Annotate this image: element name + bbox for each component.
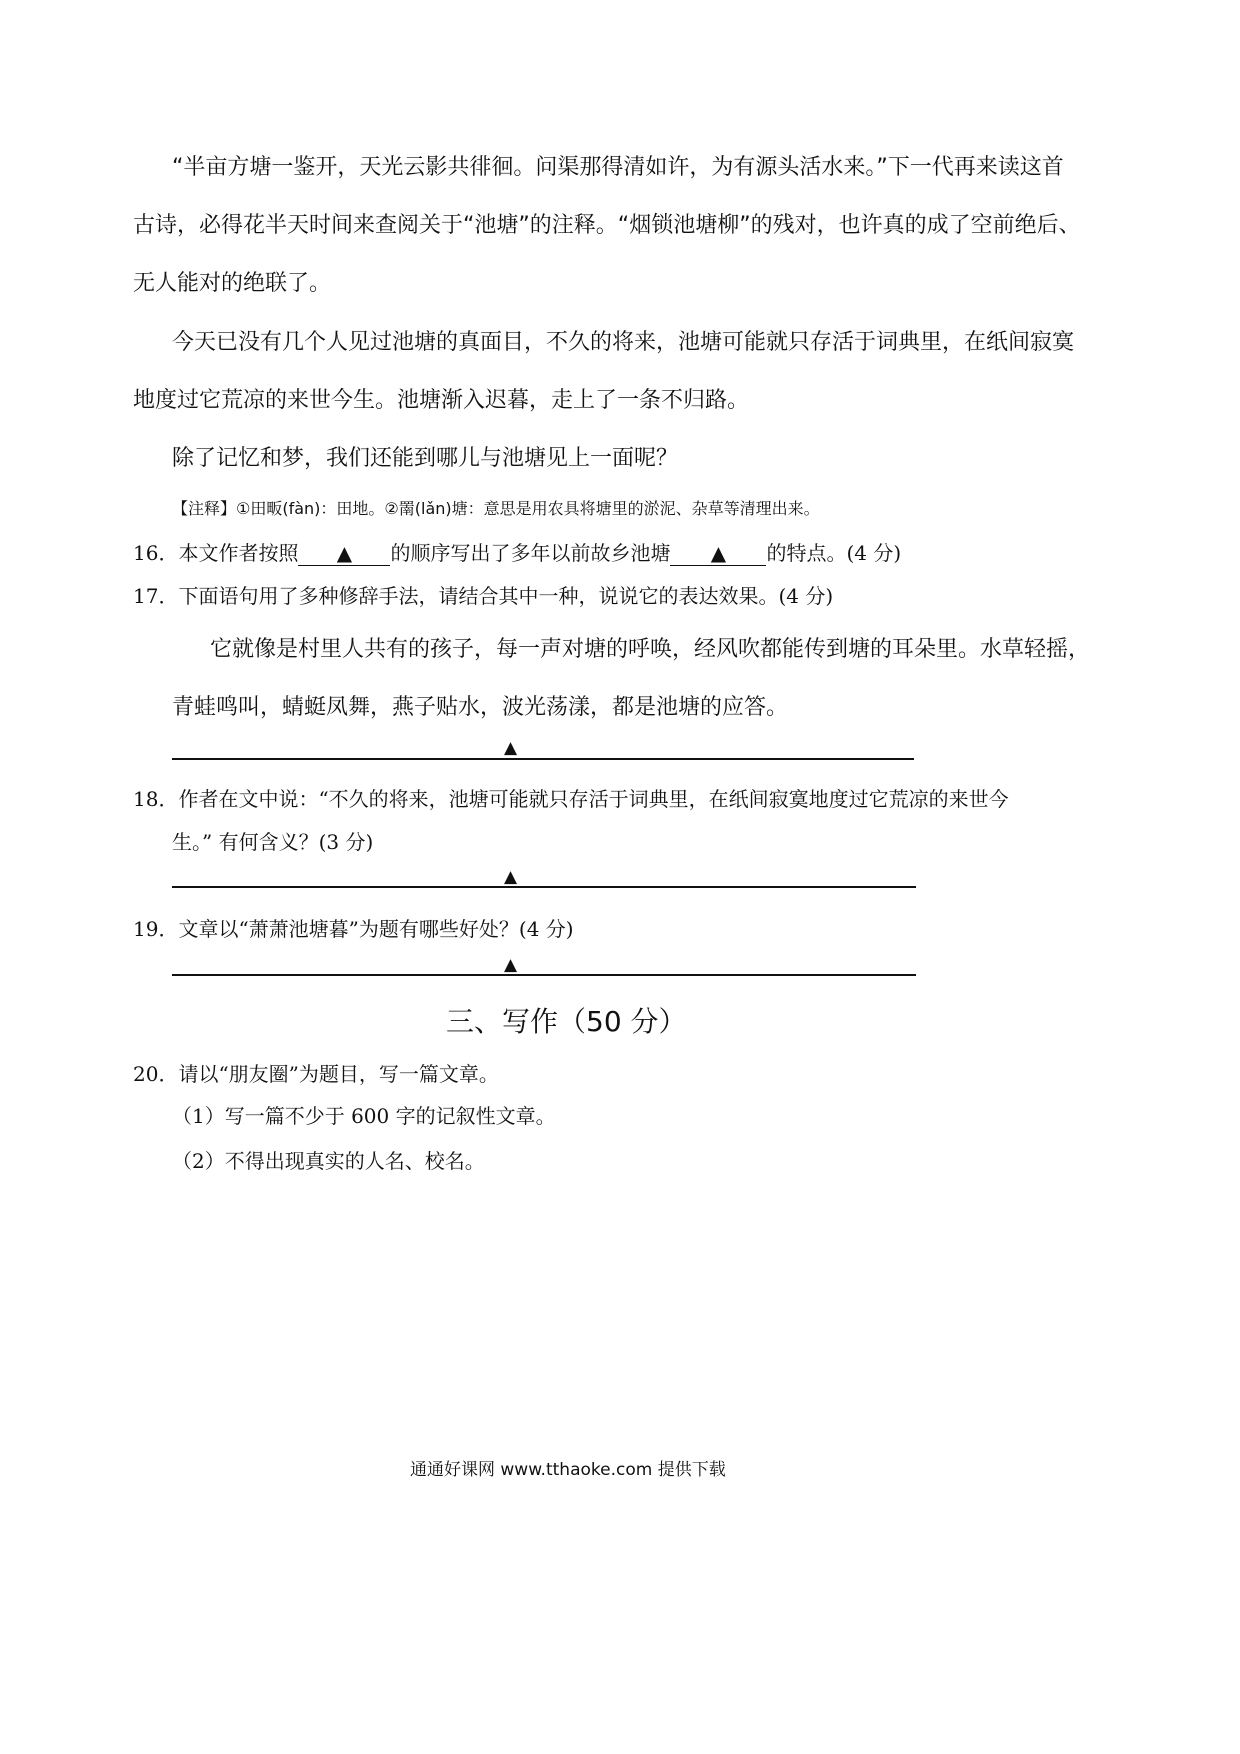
passage-line-3: 无人能对的绝联了。 (133, 271, 332, 296)
question-20-requirement-2: （2）不得出现真实的人名、校名。 (172, 1149, 485, 1173)
question-20-requirement-1: （1）写一篇不少于 600 字的记叙性文章。 (172, 1104, 556, 1128)
question-20-number: 20． (133, 1062, 179, 1086)
question-19-answer-line[interactable] (172, 974, 916, 976)
annotation-note: 【注释】①田畈(fàn)：田地。②罱(lǎn)塘：意思是用农具将塘里的淤泥、杂草等清理出来。 (172, 499, 820, 518)
question-16-number: 16． (133, 541, 179, 565)
question-19-text: 文章以“萧萧池塘暮”为题有哪些好处？(4 分) (178, 917, 574, 941)
passage-line-6: 除了记忆和梦，我们还能到哪儿与池塘见上一面呢？ (172, 446, 679, 471)
question-16-text-part1: 本文作者按照 (178, 541, 299, 565)
question-18-line-1 (133, 783, 1009, 812)
passage-line-2: 古诗，必得花半天时间来查阅关于“池塘”的注释。“烟锁池塘柳”的残对，也许真的成了空前绝后、 (133, 213, 1081, 238)
question-17-text: 下面语句用了多种修辞手法，请结合其中一种，说说它的表达效果。(4 分) (178, 584, 834, 608)
question-16-blank-2[interactable]: ▲ (670, 541, 766, 566)
question-17-answer-line[interactable] (172, 758, 914, 760)
question-16-text-part2: 的顺序写出了多年以前故乡池塘 (390, 541, 671, 565)
page-footer: 通通好课网 www.tthaoke.com 提供下载 (410, 1460, 726, 1480)
question-17-quote-line-2: 青蛙鸣叫，蜻蜓凤舞，燕子贴水，波光荡漾，都是池塘的应答。 (172, 695, 789, 720)
question-18-number: 18． (133, 787, 179, 811)
question-19-answer-marker: ▲ (504, 955, 518, 975)
question-20 (133, 1058, 499, 1087)
question-17-number: 17． (133, 584, 179, 608)
question-16-text-part3: 的特点。(4 分) (766, 541, 902, 565)
passage-line-4: 今天已没有几个人见过池塘的真面目，不久的将来，池塘可能就只存活于词典里，在纸间寂寞 (172, 330, 1075, 355)
passage-line-5: 地度过它荒凉的来世今生。池塘渐入迟暮，走上了一条不归路。 (133, 388, 750, 413)
question-17 (133, 580, 833, 609)
question-16 (133, 537, 901, 566)
question-18-text: 作者在文中说：“不久的将来，池塘可能就只存活于词典里，在纸间寂寞地度过它荒凉的来世今 (178, 787, 1009, 811)
question-20-text: 请以“朋友圈”为题目，写一篇文章。 (178, 1062, 499, 1086)
passage-line-1: “半亩方塘一鉴开，天光云影共徘徊。问渠那得清如许，为有源头活水来。”下一代再来读这首 (172, 155, 1064, 180)
question-18-answer-line[interactable] (172, 886, 916, 888)
section-title-writing: 三、写作（50 分） (446, 1005, 687, 1038)
question-19 (133, 913, 574, 942)
question-16-blank-1[interactable]: ▲ (298, 541, 390, 566)
question-17-answer-marker: ▲ (504, 738, 518, 758)
question-19-number: 19． (133, 917, 179, 941)
question-18-line-2: 生。” 有何含义？(3 分) (172, 830, 374, 854)
question-18-answer-marker: ▲ (504, 867, 518, 887)
question-17-quote-line-1: 它就像是村里人共有的孩子，每一声对塘的呼唤，经风吹都能传到塘的耳朵里。水草轻摇， (210, 637, 1091, 662)
